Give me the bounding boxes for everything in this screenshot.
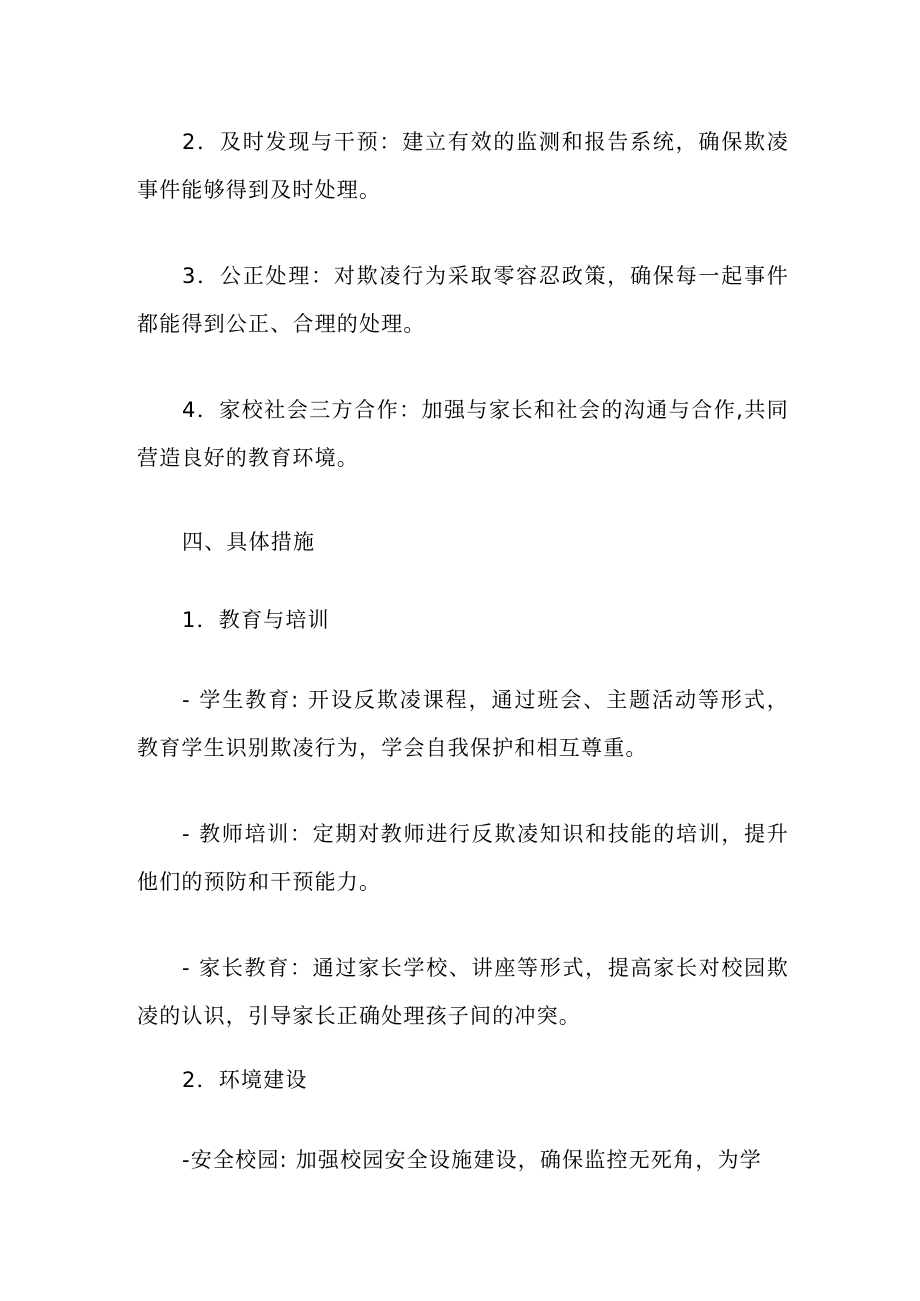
paragraph-cooperation: 4．家校社会三方合作：加强与家长和社会的沟通与合作,共同营造良好的教育环境。 bbox=[137, 398, 789, 470]
paragraph-parent-education: - 家长教育：通过家长学校、讲座等形式，提高家长对校园欺凌的认识，引导家长正确处理孩子间的冲突。 bbox=[137, 956, 789, 1028]
section-heading-measures: 四、具体措施 bbox=[182, 530, 316, 554]
subheading-environment: 2．环境建设 bbox=[182, 1068, 308, 1092]
paragraph-safe-campus: -安全校园: 加强校园安全设施建设，确保监控无死角，为学 bbox=[182, 1148, 762, 1172]
paragraph-student-education: - 学生教育: 开设反欺凌课程，通过班会、主题活动等形式，教育学生识别欺凌行为，学会自我保护和相互尊重。 bbox=[137, 688, 789, 760]
paragraph-fair-handling: 3．公正处理：对欺凌行为采取零容忍政策，确保每一起事件都能得到公正、合理的处理。 bbox=[137, 264, 789, 336]
paragraph-teacher-training: - 教师培训：定期对教师进行反欺凌知识和技能的培训，提升他们的预防和干预能力。 bbox=[137, 822, 789, 894]
subheading-education-training: 1．教育与培训 bbox=[182, 608, 330, 632]
paragraph-timely-detection: 2．及时发现与干预：建立有效的监测和报告系统，确保欺凌事件能够得到及时处理。 bbox=[137, 130, 789, 202]
